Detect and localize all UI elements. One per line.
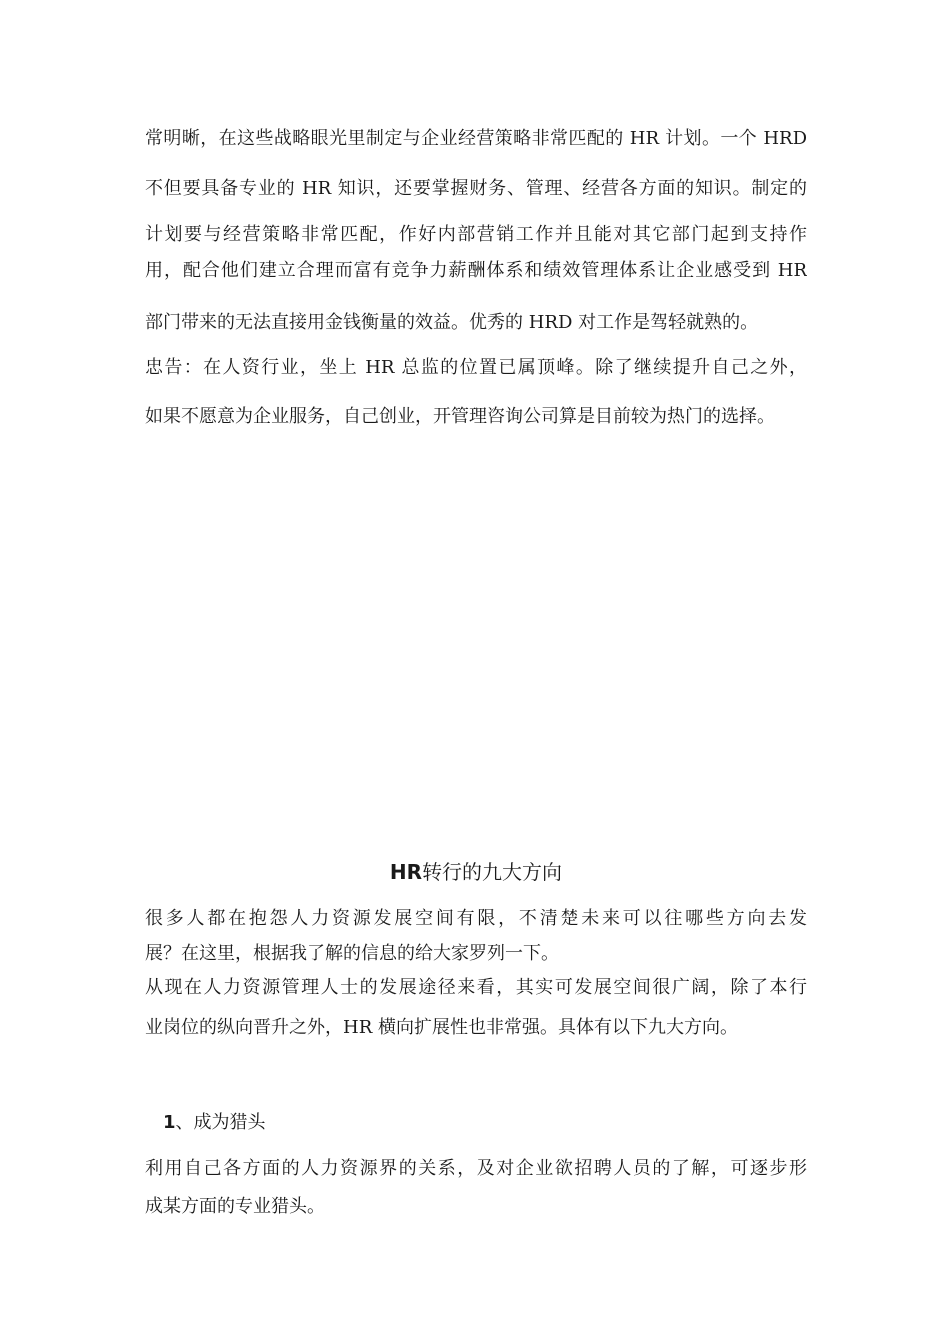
paragraph-line: 成某方面的专业猎头。 bbox=[145, 1196, 325, 1217]
paragraph-line: 计划要与经营策略非常匹配，作好内部营销工作并且能对其它部门起到支持作 bbox=[145, 224, 807, 245]
paragraph-line: 常明晰，在这些战略眼光里制定与企业经营策略非常匹配的 HR 计划。一个 HRD bbox=[145, 128, 807, 149]
list-item-number: 1 bbox=[163, 1112, 176, 1133]
paragraph-line: 利用自己各方面的人力资源界的关系，及对企业欲招聘人员的了解，可逐步形 bbox=[145, 1158, 807, 1179]
section-title bbox=[145, 858, 807, 886]
section-title-bold: HR bbox=[389, 860, 423, 884]
list-item-title: 、成为猎头 bbox=[175, 1112, 266, 1133]
paragraph-line: 如果不愿意为企业服务，自己创业，开管理咨询公司算是目前较为热门的选择。 bbox=[145, 406, 775, 427]
paragraph-line: 忠告：在人资行业，坐上 HR 总监的位置已属顶峰。除了继续提升自己之外， bbox=[145, 357, 807, 378]
paragraph-line: 很多人都在抱怨人力资源发展空间有限，不清楚未来可以往哪些方向去发 bbox=[145, 908, 807, 929]
list-item-heading bbox=[145, 1110, 807, 1136]
paragraph-line: 展？在这里，根据我了解的信息的给大家罗列一下。 bbox=[145, 943, 559, 964]
paragraph-line: 不但要具备专业的 HR 知识，还要掌握财务、管理、经营各方面的知识。制定的 bbox=[145, 178, 807, 199]
section-title-text: 转行的九大方向 bbox=[422, 860, 563, 884]
paragraph-line: 部门带来的无法直接用金钱衡量的效益。优秀的 HRD 对工作是驾轻就熟的。 bbox=[145, 312, 759, 333]
paragraph-line: 用，配合他们建立合理而富有竞争力薪酬体系和绩效管理体系让企业感受到 HR bbox=[145, 260, 807, 281]
paragraph-line: 从现在人力资源管理人士的发展途径来看，其实可发展空间很广阔，除了本行 bbox=[145, 977, 807, 998]
paragraph-line: 业岗位的纵向晋升之外，HR 横向扩展性也非常强。具体有以下九大方向。 bbox=[145, 1017, 738, 1038]
